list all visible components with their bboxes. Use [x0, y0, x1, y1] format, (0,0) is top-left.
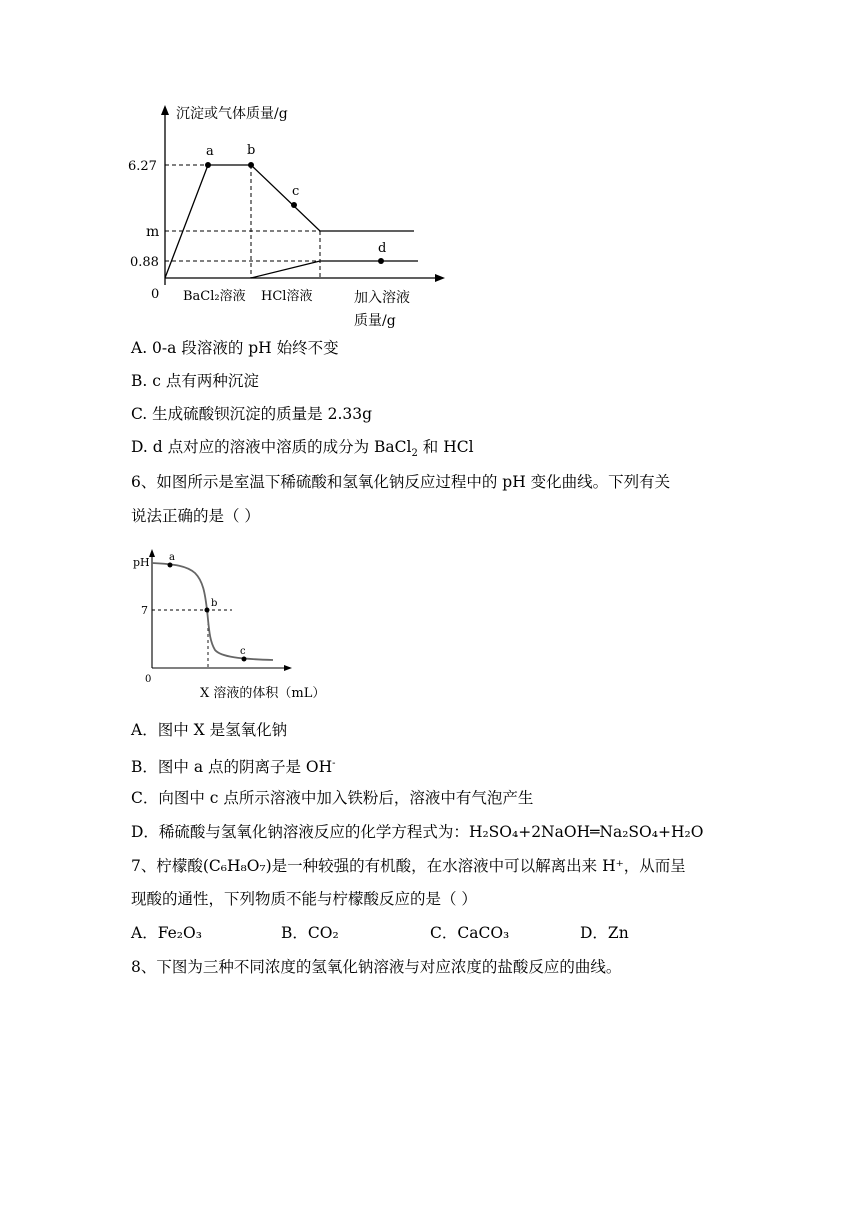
q7-option-d: D．Zn: [580, 924, 629, 942]
q6-option-b-text: B．图中 a 点的阴离子是 OH: [131, 758, 333, 777]
q6-option-c: C．向图中 c 点所示溶液中加入铁粉后，溶液中有气泡产生: [131, 789, 534, 807]
point-a-dot: [205, 162, 211, 168]
q6-option-d: [131, 822, 703, 842]
x-label-hcl: HCl溶液: [261, 289, 313, 304]
point-c-dot: [291, 202, 297, 208]
q5-option-a: A. 0-a 段溶液的 pH 始终不变: [131, 339, 339, 357]
q6-option-d-equation: H₂SO₄+2NaOH═Na₂SO₄+H₂O: [468, 823, 704, 841]
tick-m: m: [146, 224, 160, 240]
point-b-dot: [248, 162, 254, 168]
point-a-label: a: [206, 144, 214, 159]
q6-option-b: [131, 754, 336, 777]
q6-option-d-text: D．稀硫酸与氢氧化钠溶液反应的化学方程式为：: [131, 823, 469, 841]
q6-option-b-sup: -: [332, 758, 336, 769]
point-a-label: a: [169, 552, 175, 563]
q6-option-a: A．图中 X 是氢氧化钠: [131, 721, 288, 739]
point-b-label: b: [247, 143, 256, 158]
y-axis-arrow: [161, 105, 169, 115]
y-axis-label: pH: [133, 556, 150, 569]
x-axis-arrow: [435, 274, 445, 282]
q6-line-2: 说法正确的是（ ）: [131, 507, 260, 525]
ph-curve: [152, 563, 273, 660]
point-c-dot: [242, 657, 247, 662]
q5-option-d-sub: 2: [411, 448, 418, 460]
origin-label: 0: [145, 674, 152, 685]
figure-1-graph: [120, 95, 460, 335]
q7-option-c: C．CaCO₃: [430, 924, 510, 942]
tick-088: 0.88: [130, 255, 159, 270]
q5-option-d-post: 和 HCl: [417, 438, 474, 456]
q5-option-d: [131, 437, 474, 464]
x-axis-label-2: 质量/g: [354, 313, 396, 329]
tick-7: 7: [141, 604, 148, 617]
point-c-label: c: [292, 184, 300, 199]
x-label-bacl2: BaCl₂溶液: [183, 289, 246, 304]
q6-line-1: 6、如图所示是室温下稀硫酸和氢氧化钠反应过程中的 pH 变化曲线。下列有关: [131, 473, 671, 491]
point-a-dot: [168, 563, 173, 568]
x-axis-label-1: 加入溶液: [354, 290, 410, 306]
q7-line-2: 现酸的通性，下列物质不能与柠檬酸反应的是（ ）: [131, 890, 477, 908]
q5-option-d-pre: D. d 点对应的溶液中溶质的成分为 BaCl: [131, 438, 412, 456]
y-axis-label: 沉淀或气体质量/g: [176, 106, 288, 122]
q7-option-a: A．Fe₂O₃: [131, 924, 202, 942]
tick-627: 6.27: [128, 159, 157, 174]
q5-option-b: B. c 点有两种沉淀: [131, 372, 259, 390]
q7-option-b: B．CO₂: [281, 924, 339, 942]
x-axis-label: X 溶液的体积（mL）: [200, 686, 326, 701]
q5-option-c: C. 生成硫酸钡沉淀的质量是 2.33g: [131, 405, 373, 423]
q8-line-1: 8、下图为三种不同浓度的氢氧化钠溶液与对应浓度的盐酸反应的曲线。: [131, 958, 622, 976]
point-d-dot: [378, 258, 384, 264]
gas-curve: [251, 261, 418, 278]
point-c-label: c: [240, 646, 246, 657]
point-d-label: d: [378, 241, 387, 256]
y-axis-arrow: [149, 549, 155, 557]
point-b-label: b: [211, 598, 218, 609]
x-axis-arrow: [284, 665, 292, 671]
origin-label: 0: [151, 287, 160, 302]
q7-line-1: 7、柠檬酸(C₆H₈O₇)是一种较强的有机酸，在水溶液中可以解离出来 H⁺，从而呈: [131, 857, 686, 875]
figure-2-graph: [125, 545, 365, 705]
point-b-dot: [205, 608, 210, 613]
